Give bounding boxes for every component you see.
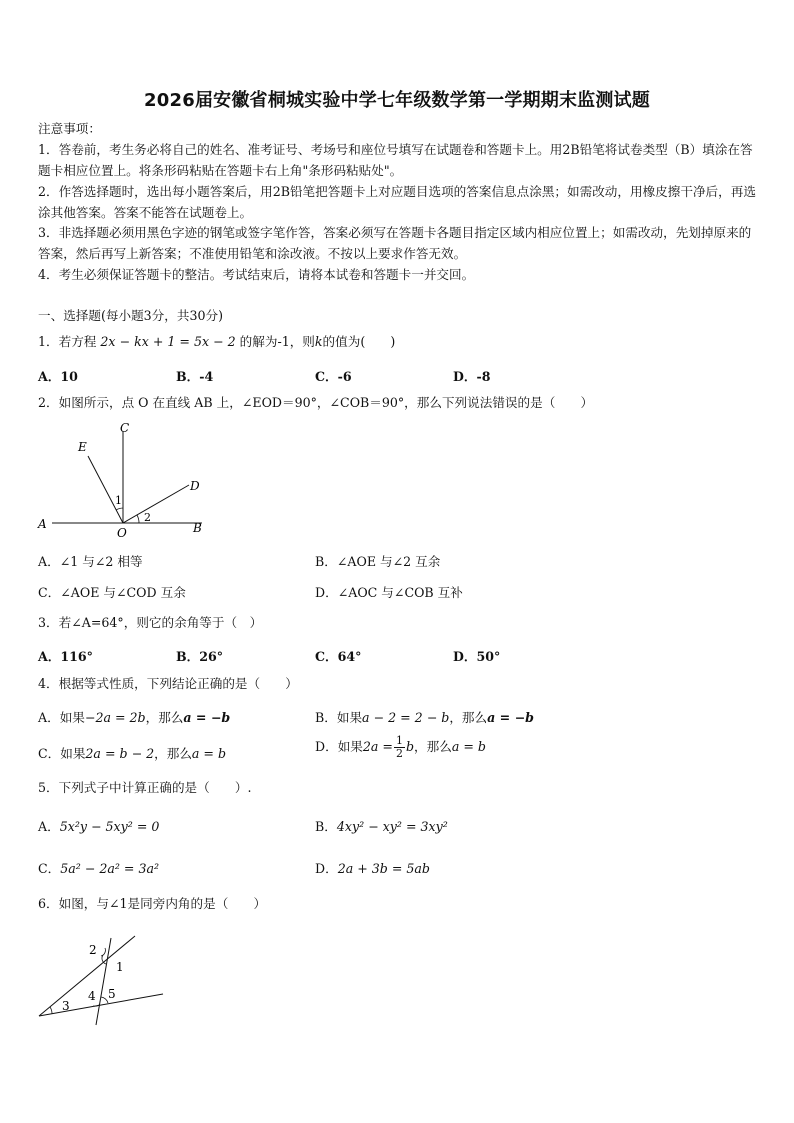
angle-2-arc [101,948,105,956]
q2-option-b: B．∠AOE 与∠2 互余 [315,554,441,569]
notice-item-3: 3．非选择题必须用黑色字迹的钢笔或签字笔作答，答案必须写在答题卡各题目指定区域内相应位置上；如需改动，先划掉原来的答案，然后再写上新答案；不准使用铅笔和涂改液。不按以上要求作答无效。 [38,225,752,261]
q5-c-letter: C． [38,861,61,876]
q4-b-prefix: B．如果 [315,710,363,725]
label-angle-2: 2 [89,943,97,957]
fraction-numerator: 1 [395,734,403,747]
q5-option-b [315,816,448,835]
q4-a-result: a = −b [183,710,231,725]
q4-b-equation: a − 2 = 2 − b [362,710,450,725]
notice-item-1: 1．答卷前，考生务必将自己的姓名、准考证号、考场号和座位号填写在试题卷和答题卡上。用2B铅笔将试卷类型（B）填涂在答题卡相应位置上。将条形码粘贴在答题卡右上角"条形码粘贴处"。 [38,142,753,178]
angle-2-arc [137,515,139,523]
transversal-line [39,936,135,1016]
q4-c-equation: 2a = b − 2 [85,746,155,761]
q1-option-a: A．10 [38,369,78,384]
label-angle-4: 4 [88,989,96,1003]
q4-a-prefix: A．如果 [38,710,85,725]
question-3: 3．若∠A=64°，则它的余角等于（ ） [38,615,263,630]
q4-d-then: ，那么 [414,739,452,754]
q3-option-c: C．64° [315,649,362,664]
question-4: 4．根据等式性质，下列结论正确的是（ ） [38,676,298,691]
question-1 [38,331,395,352]
q4-d-fraction [394,735,405,760]
fraction-denominator: 2 [395,747,403,760]
q5-c-expression: 5a² − 2a² = 3a² [60,861,160,876]
q1-stem-c: 的值为( ) [322,334,396,349]
q4-option-b [315,707,534,726]
q5-option-a [38,816,159,835]
angle-3-arc [50,1007,52,1014]
q1-equation: 2x − kx + 1 = 5x − 2 [100,334,236,349]
q4-a-then: ，那么 [145,710,184,725]
q2-option-d: D．∠AOC 与∠COB 互补 [315,585,463,600]
q1-k: k [314,334,323,349]
label-angle-2: 2 [144,511,151,524]
section-heading: 一、选择题(每小题3分，共30分) [38,308,223,323]
label-angle-1: 1 [116,960,124,974]
q5-d-letter: D． [315,861,338,876]
label-angle-1: 1 [115,494,122,507]
notice-heading: 注意事项： [38,121,101,136]
q3-option-b: B．26° [176,649,224,664]
q4-d-lhs: 2a = [362,739,393,754]
q5-option-d [315,858,430,877]
q4-b-then: ，那么 [449,710,488,725]
q5-b-letter: B． [315,819,337,834]
q1-option-b: B．-4 [176,369,214,384]
q4-c-result: a = b [191,746,227,761]
angle-5-arc [101,997,108,1003]
q4-a-equation: −2a = 2b [84,710,146,725]
label-b: B [193,521,202,535]
q1-option-c: C．-6 [315,369,352,384]
q5-a-expression: 5x²y − 5xy² = 0 [59,819,160,834]
q2-option-a: A．∠1 与∠2 相等 [38,554,143,569]
notice-item-2: 2．作答选择题时，选出每小题答案后，用2B铅笔把答题卡上对应题目选项的答案信息点涂黑；如需改动，用橡皮擦干净后，再选涂其他答案。答案不能答在试题卷上。 [38,184,756,220]
page-title: 2026届安徽省桐城实验中学七年级数学第一学期期末监测试题 [144,90,650,111]
label-e: E [78,440,87,454]
q2-option-c: C．∠AOE 与∠COD 互余 [38,585,186,600]
q4-option-c [38,743,226,762]
label-o: O [117,526,127,540]
label-angle-3: 3 [62,999,70,1013]
question-5: 5．下列式子中计算正确的是（ ）. [38,780,252,795]
q6-figure [30,920,180,1030]
q3-option-d: D．50° [453,649,501,664]
q4-d-result: a = b [451,739,486,754]
q2-figure [30,418,220,543]
q4-d-prefix: D．如果 [315,739,363,754]
q4-c-prefix: C．如果 [38,746,86,761]
q4-b-result: a = −b [487,710,534,725]
label-d: D [190,479,200,493]
ray-od [123,485,189,523]
question-6: 6．如图，与∠1是同旁内角的是（ ） [38,896,267,911]
question-2: 2．如图所示，点 O 在直线 AB 上，∠EOD＝90°，∠COB＝90°，那么下列说法错误的是（ ） [38,395,594,410]
q5-a-letter: A． [38,819,60,834]
q1-stem-b: 的解为-1，则 [239,334,315,349]
label-a: A [38,517,47,531]
q1-option-d: D．-8 [453,369,491,384]
ray-oe [88,456,123,523]
label-c: C [120,421,130,435]
q5-d-expression: 2a + 3b = 5ab [337,861,430,876]
q4-option-d [315,735,486,760]
label-angle-5: 5 [108,987,116,1001]
q4-option-a [38,707,230,726]
q1-stem-a: 1．若方程 [38,334,97,349]
q4-d-rhs: b [405,739,415,754]
steep-line [96,938,111,1025]
q4-c-then: ，那么 [154,746,192,761]
notice-item-4: 4．考生必须保证答题卡的整洁。考试结束后，请将本试卷和答题卡一并交回。 [38,267,475,282]
angle-1-arc [116,508,123,510]
q5-b-expression: 4xy² − xy² = 3xy² [336,819,448,834]
q5-option-c [38,858,159,877]
q3-option-a: A．116° [38,649,93,664]
